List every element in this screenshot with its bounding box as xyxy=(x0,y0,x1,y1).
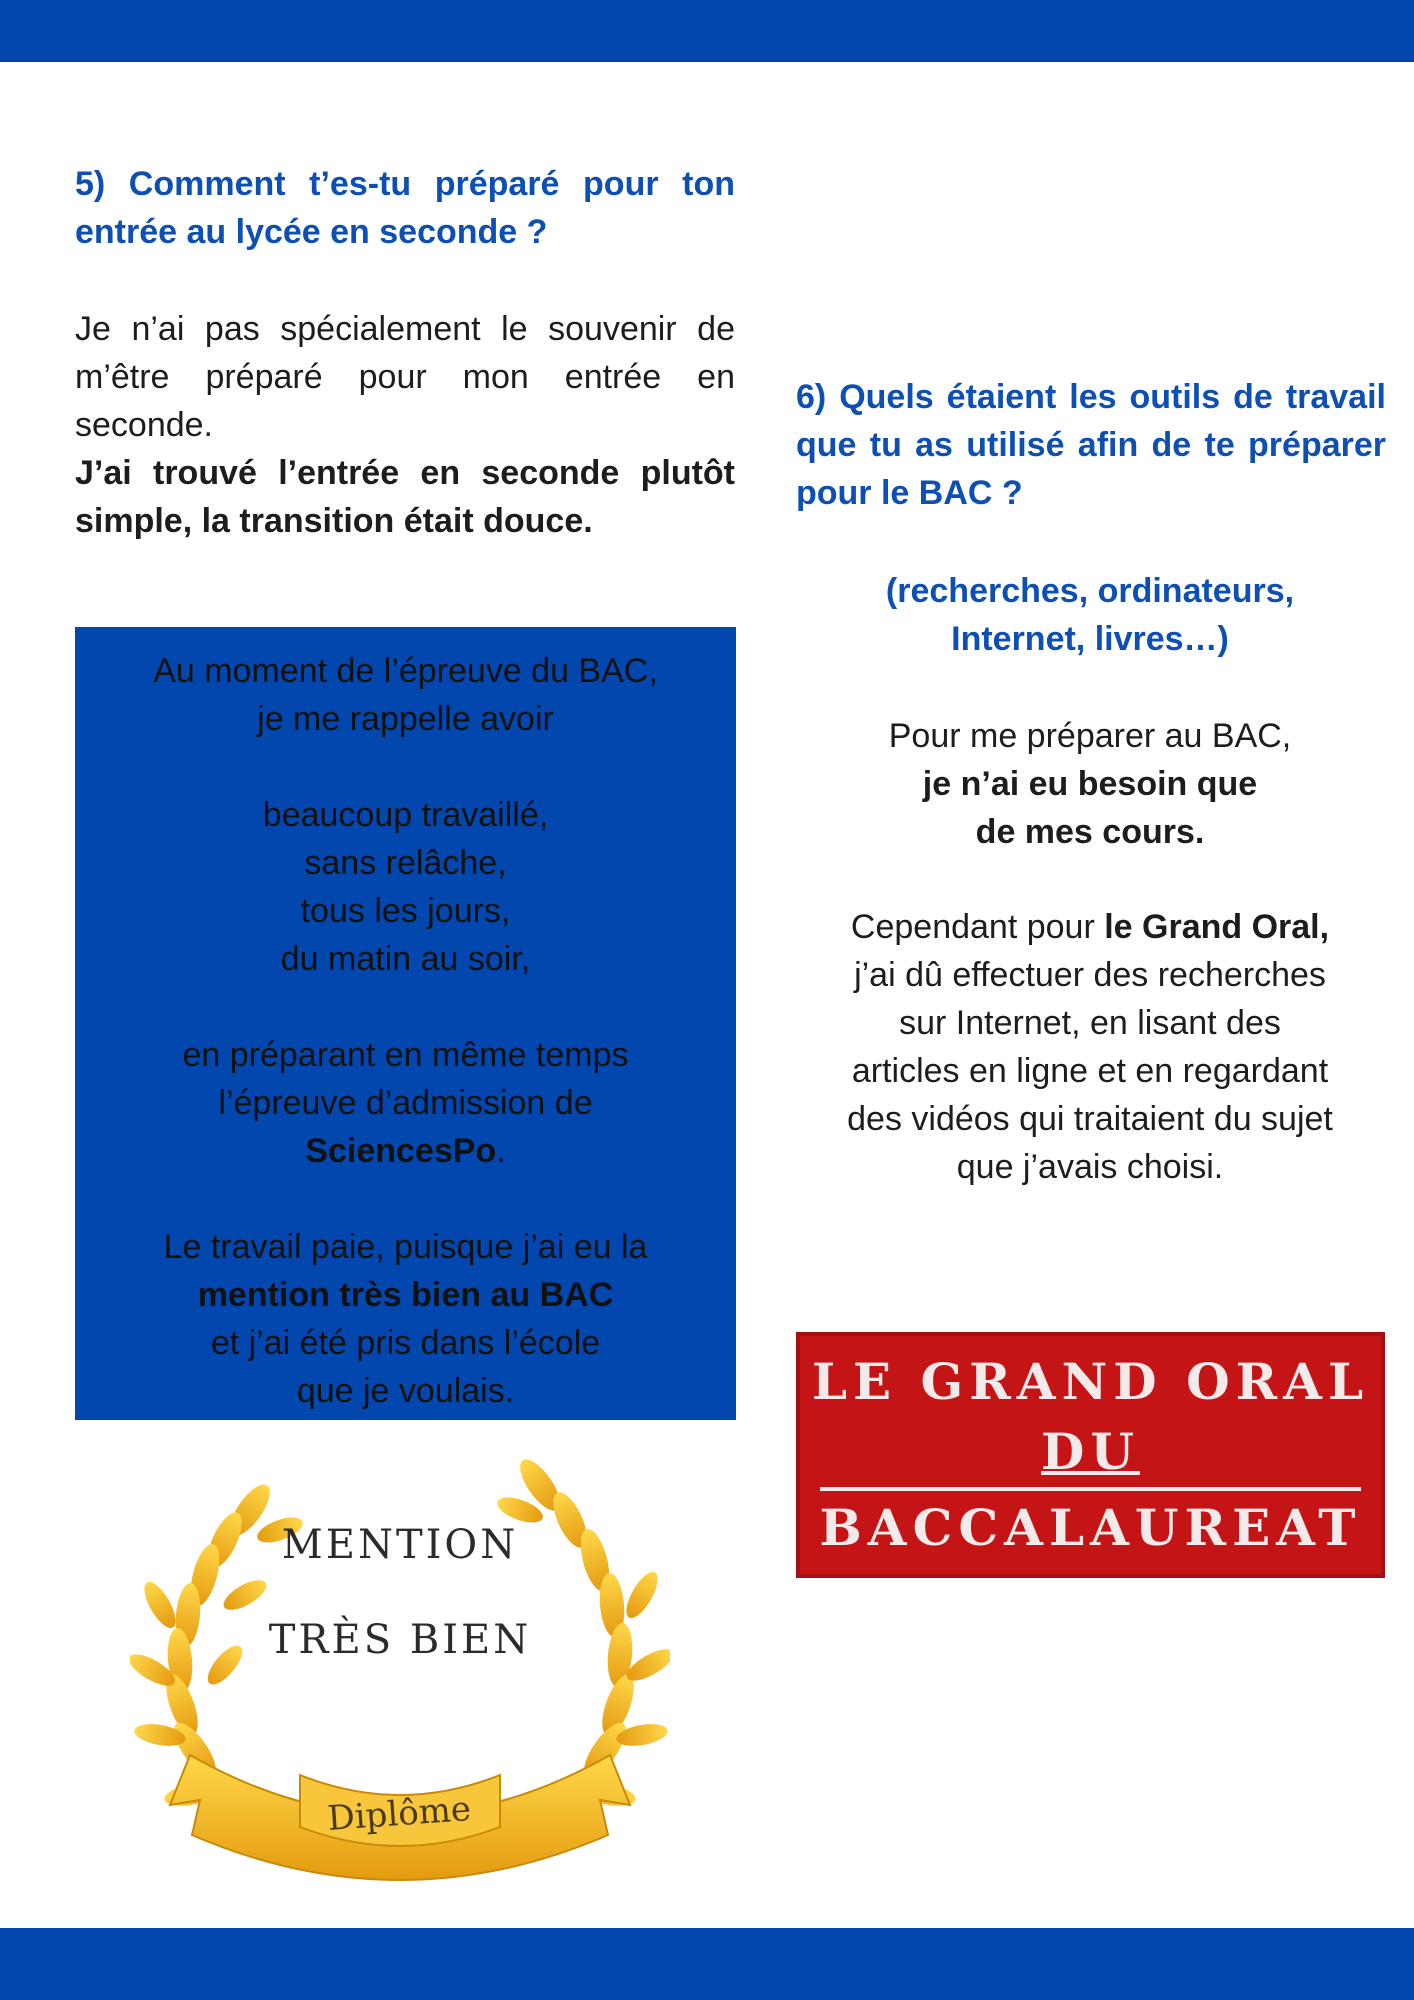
box-line: du matin au soir, xyxy=(280,940,531,978)
box-line: l’épreuve d’admission de xyxy=(218,1084,593,1122)
box-line: mention très bien au BAC xyxy=(197,1276,614,1314)
top-banner xyxy=(0,0,1414,62)
laurel-wreath-badge xyxy=(130,1455,670,1895)
question-5: 5) Comment t’es-tu préparé pour ton entrée au lycée en seconde ? xyxy=(75,165,735,251)
stamp-line: DU xyxy=(1041,1422,1140,1481)
box-line: Au moment de l’épreuve du BAC, xyxy=(153,652,658,690)
laurel-line1: MENTION xyxy=(281,1522,519,1568)
ribbon-text: Diplôme xyxy=(326,1789,473,1839)
question-6: 6) Quels étaient les outils de travail que tu as utilisé afin de te préparer pour le BAC ? xyxy=(796,378,1386,512)
box-line: tous les jours, xyxy=(300,892,511,930)
answer-5 xyxy=(75,305,735,545)
box-line: sans relâche, xyxy=(304,844,507,882)
laurel-line2: TRÈS BIEN xyxy=(268,1617,532,1663)
box-line: SciencesPo. xyxy=(305,1132,506,1170)
answer-6-part1: Pour me préparer au BAC, je n’ai eu besoin que de mes cours. xyxy=(888,717,1292,851)
box-line: beaucoup travaillé, xyxy=(262,796,549,834)
box-line: en préparant en même temps xyxy=(182,1036,629,1074)
stamp-line: LE GRAND ORAL xyxy=(811,1352,1370,1411)
question-6-subtitle: (recherches, ordinateurs, Internet, livres…) xyxy=(885,572,1295,658)
answer-6-part2: Cependant pour le Grand Oral, j’ai dû effectuer des recherches sur Internet, en lisant des articles en ligne et en regardant des vidéos qui traitaient du sujet que j’avais choisi. xyxy=(847,908,1333,1186)
bottom-banner xyxy=(0,1928,1414,2000)
box-line: et j’ai été pris dans l’école xyxy=(210,1324,601,1362)
bac-memory-box xyxy=(75,627,736,1420)
box-line: que je voulais. xyxy=(296,1372,515,1410)
box-line: je me rappelle avoir xyxy=(257,700,554,738)
answer-5-text: Je n’ai pas spécialement le souvenir de m’être préparé pour mon entrée en seconde. xyxy=(75,310,735,444)
answer-5-bold: J’ai trouvé l’entrée en seconde plutôt simple, la transition était douce. xyxy=(75,454,735,540)
stamp-line: BACCALAUREAT xyxy=(820,1487,1362,1563)
sciencespo-text: SciencesPo xyxy=(305,1132,497,1170)
box-line: Le travail paie, puisque j’ai eu la xyxy=(163,1228,648,1266)
grand-oral-stamp xyxy=(796,1332,1385,1578)
